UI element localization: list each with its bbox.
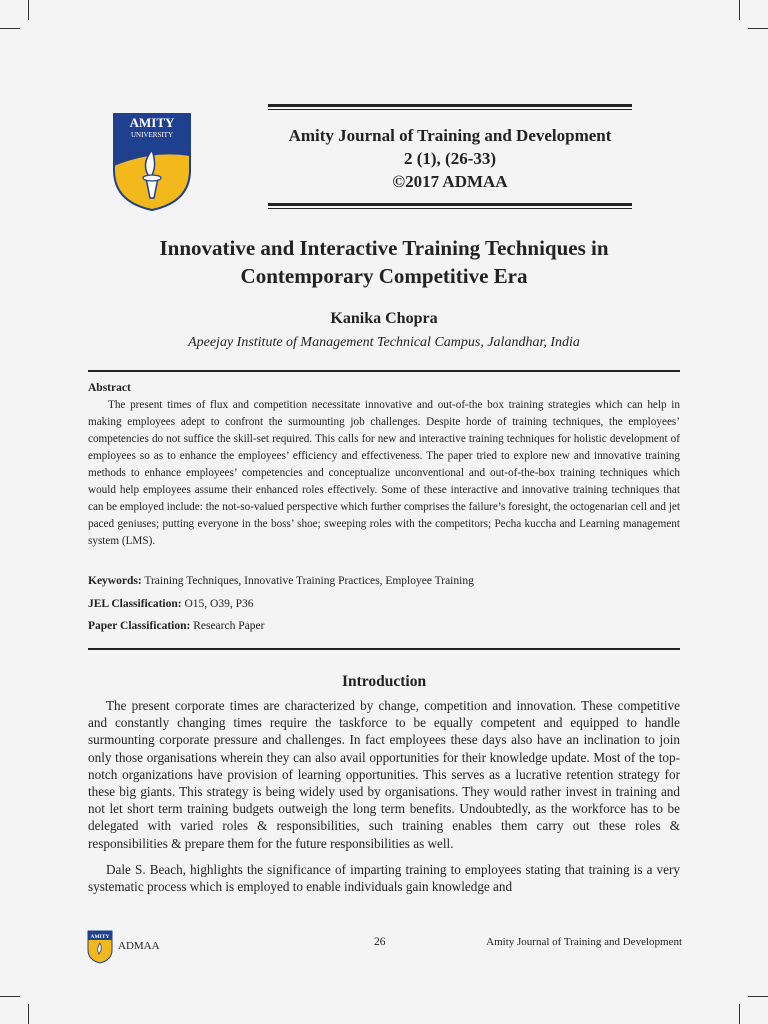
- author-affiliation: Apeejay Institute of Management Technical Campus, Jalandhar, India: [188, 335, 580, 350]
- crop-mark: [739, 0, 740, 20]
- abstract-rule-top: [88, 370, 680, 372]
- crop-mark: [748, 996, 768, 997]
- footer-logo-text: AMITY: [90, 934, 110, 940]
- jel-line: [88, 598, 680, 610]
- footer-amity-logo: [87, 930, 113, 964]
- paper-classification-line: [88, 620, 680, 632]
- paper-classification-label: Paper Classification:: [88, 620, 191, 632]
- keywords-label: Keywords:: [88, 575, 142, 587]
- abstract: [88, 380, 680, 550]
- introduction-heading: Introduction: [341, 673, 427, 690]
- keywords-value: Training Techniques, Innovative Training Practices, Employee Training: [141, 575, 474, 587]
- journal-issue: 2 (1), (26-33): [403, 149, 497, 168]
- logo-line1: AMITY: [129, 115, 175, 130]
- jel-value: O15, O39, P36: [181, 598, 254, 610]
- amity-logo: [110, 110, 194, 212]
- journal-copyright: ©2017 ADMAA: [392, 172, 508, 191]
- header-rule-bottom-thin: [268, 208, 632, 209]
- jel-label: JEL Classification:: [88, 598, 182, 610]
- header-rule-top: [268, 104, 632, 107]
- title-line2: Contemporary Competitive Era: [240, 264, 528, 288]
- journal-header: [268, 104, 632, 209]
- paper-classification-value: Research Paper: [190, 620, 265, 632]
- crop-mark: [0, 28, 20, 29]
- title-line1: Innovative and Interactive Training Techniques in: [159, 236, 609, 260]
- journal-name: Amity Journal of Training and Development: [288, 126, 612, 145]
- introduction-paragraph-1: The present corporate times are characterized by change, competition and innovation. These competitive and constantly changing times require the taskforce to be equally competent and equipped to handle surmounting corporate pressure and challenges. In fact employees these days also have an inclination to join only those organisations wherein they can also avail opportunities for their knowledge update. Most of the top-notch organizations have provision of learning opportunities. This serves as a lucrative retention strategy for these big giants. This strategy is being widely used by organisations. They would rather invest in training and not let short term training budgets outweigh the long term benefits. Undoubtedly, as the workforce has to be delegated with varied roles & responsibilities, such training enables them carry out these roles & responsibilities & prepare them for the future responsibilities as well.: [88, 698, 680, 851]
- logo-line2: UNIVERSITY: [131, 131, 173, 139]
- crop-mark: [28, 0, 29, 20]
- introduction-paragraph-2: Dale S. Beach, highlights the significance of imparting training to employees stating that training is a very systematic process which is employed to enable individuals gain knowledge and: [88, 861, 680, 895]
- footer-publisher: ADMAA: [118, 940, 160, 952]
- abstract-rule-bottom: [88, 648, 680, 650]
- page-number: 26: [374, 936, 386, 948]
- crop-mark: [28, 1004, 29, 1024]
- article-title: [88, 234, 680, 290]
- abstract-text: The present times of flux and competition necessitate innovative and out-of-the box training strategies which can help in making employees adept to confront the surmounting job challenges. Despite horde of training techniques, the employees’ competencies do not suffice the skill-set required. This calls for new and interactive training techniques for holistic development of employees so as to enhance the employees’ efficiency and effectiveness. The paper tried to explore new and innovative training methods to enhance employees’ competencies and conceptualize unconventional and out-of-the-box training techniques which would help employees assume their enhanced roles effectively. Some of these interactive and innovative training techniques that can be employed include: the not-so-valued perspective which further comprises the failure’s foresight, the octogenarian cell and jet paced geniuses; putting everyone in the boss’ shoe; sweeping roles with the competitors; Pecha kuccha and Learning management system (LMS).: [88, 399, 680, 547]
- header-rule-bottom: [268, 203, 632, 206]
- crop-mark: [748, 28, 768, 29]
- crop-mark: [0, 996, 20, 997]
- crop-mark: [739, 1004, 740, 1024]
- keywords-line: [88, 575, 680, 587]
- introduction-body: [88, 697, 680, 904]
- author-name: Kanika Chopra: [330, 310, 438, 327]
- abstract-heading: Abstract: [88, 382, 131, 394]
- footer-journal-name: Amity Journal of Training and Development: [486, 936, 682, 948]
